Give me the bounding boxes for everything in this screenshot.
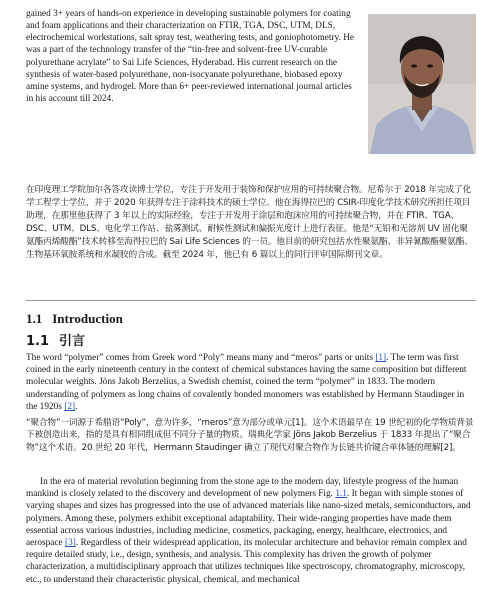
author-portrait-image — [368, 14, 476, 154]
para1-text-c: . — [75, 401, 78, 412]
paragraph-polymer-origin — [26, 352, 476, 413]
paragraph-material-revolution — [26, 476, 476, 586]
section-divider — [26, 300, 476, 301]
section-heading-chinese — [26, 330, 85, 349]
para2-text-a: In the era of material revolution beginning from the stone age to the modern day, lifestyle progress of the human mankind is closely related to the discovery and development of new polymers Fig. — [26, 477, 459, 500]
section-number-cn: 1.1 — [26, 334, 50, 349]
figure-link-1-1[interactable]: 1.1 — [335, 489, 347, 500]
para1-text-b: . The term was first coined in the early nineteenth century in the context of chemical substances having the same composition but different molecular weights. Jöns Jakob Berzelius, a Swedish chemist, coined the term “polymer” in 1833. The modern understanding of polymers as long chains of covalently bonded monomers was established by Hermann Staudinger in the 1920s — [26, 353, 467, 412]
section-title-english: Introduction — [52, 311, 123, 326]
para2-text-c: . Regardless of their widespread application, its molecular architecture and behavior remain complex and require detailed study, i.e., design, synthesis, and analysis. This complexity has driven the growth of polymer characterization, a multidisciplinary approach that utilizes techniques like spectroscopy, chromatography, microscopy, etc., to understand their characteristic physical, chemical, and mechanical — [26, 538, 467, 585]
author-bio-english: gained 3+ years of hands-on experience in developing sustainable polymers for coating and foam applications and their characterization on FTIR, TGA, DSC, UTM, DLS, electrochemical workstations, salt spray test, weathering tests, and goniophotometry. He was a part of the technology transfer of the “tin-free and solvent-free UV-curable polyurethane acrylate” to Sai Life Sciences, Hyderabad. His current research on the synthesis of water-based polyurethane, non-isocyanate polyurethane, biobased epoxy amine systems, and hydrogel. More than 6+ peer-reviewed international journal articles in his account till 2024. — [26, 9, 355, 105]
paragraph-chinese-translation: “聚合物”一词源于希腊语“Poly”，意为许多，“meros”意为部分或单元[1]。这个术语最早在 19 世纪初的化学物质背景下被创造出来，指的是具有相同组成但不同分子量的物质。瑞典化学家 Jöns Jakob Berzelius 于 1833 年提出了“聚合物”这个术语。20 世纪 20 年代，Hermann Staudinger 确立了现代对聚合物作为长链共价键合单体链的理解[2]。 — [26, 418, 474, 453]
section-heading-english — [26, 311, 123, 327]
author-bio-chinese: 在印度理工学院加尔各答攻读博士学位，专注于开发用于装饰和保护应用的可持续聚合物。尼希尔于 2018 年完成了化学工程学士学位，并于 2020 年获得专注于涂料技术的硕士学位。他在海得拉巴的 CSIR-印度化学技术研究所担任项目助理，在那里他获得了 3 年以上的实际经验，专注于开发用于涂层和泡沫应用的可持续聚合物，并在 FTIR、TGA、DSC、UTM、DLS、电化学工作站、盐雾测试、耐候性测试和偏振光度计上进行表征。他是“无铅和无溶剂 UV 固化聚氨酯丙烯酸酯”技术转移至海得拉巴的 Sai Life Sciences 的一员。他目前的研究包括水性聚氨酯、非异氰酸酯聚氨酯、生物基环氧胺系统和水凝胶的合成。截至 2024 年，他已有 6 篇以上的同行评审国际期刊文章。 — [26, 185, 473, 261]
author-photo — [368, 14, 476, 154]
section-title-chinese: 引言 — [59, 334, 86, 349]
citation-link-3[interactable]: [3] — [64, 538, 76, 549]
citation-link-2[interactable]: [2] — [64, 401, 76, 412]
para1-text-a: The word “polymer” comes from Greek word “Poly” means many and “meros” parts or units — [26, 353, 376, 363]
section-number: 1.1 — [26, 311, 43, 326]
citation-link-1[interactable]: [1] — [375, 353, 387, 363]
para2-text-b: . It began with simple stones of varying shapes and sizes has progressed into the use of advanced materials like nano-sized metals, semiconductors, and polymers. Among these, polymers exhibit exceptional adaptability. Their wide-ranging properties have made them essential across various industries, including medicine, cosmetics, packaging, energy, healthcare, electronics, and aerospace — [26, 489, 471, 549]
